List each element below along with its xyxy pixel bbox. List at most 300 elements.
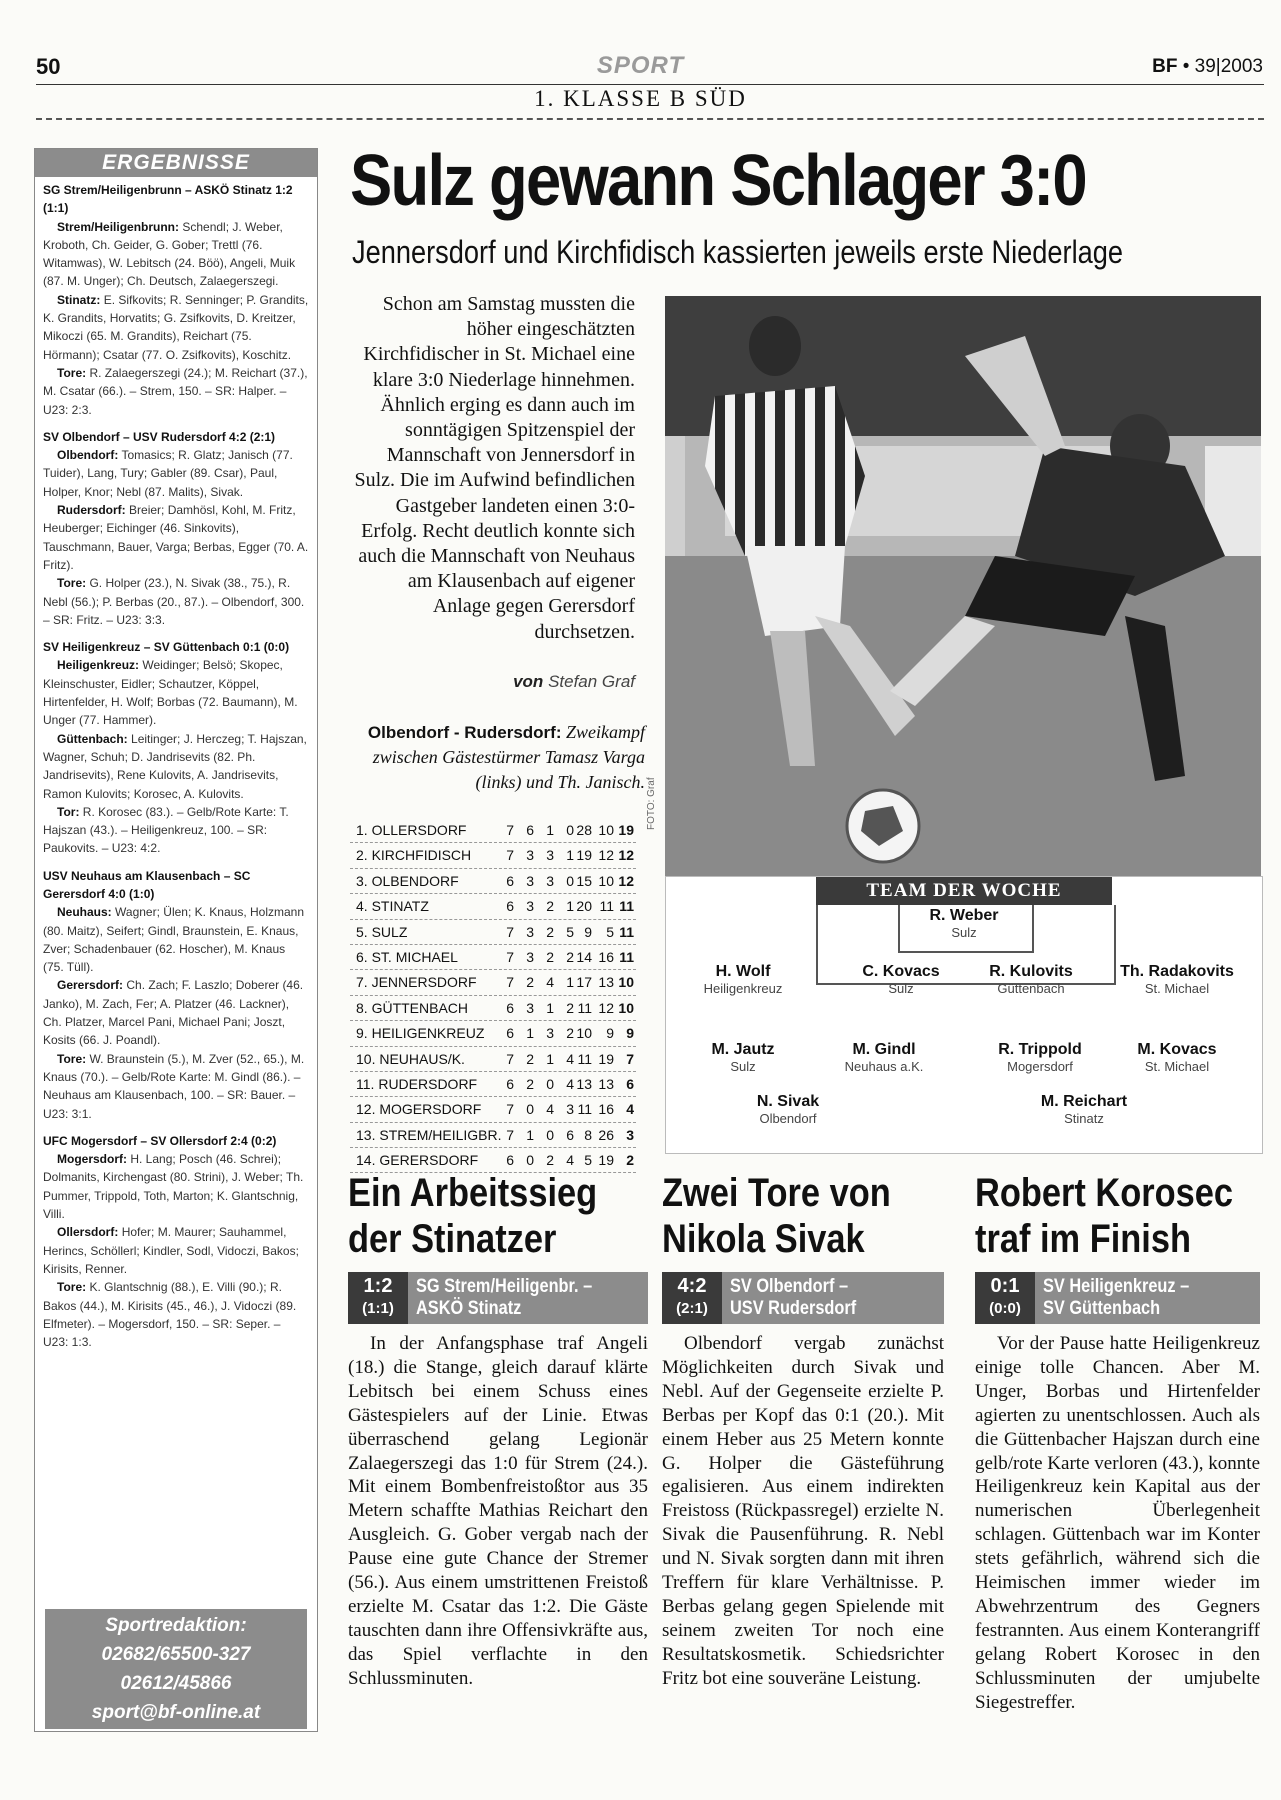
player-club: Stinatz	[1064, 1111, 1104, 1126]
player-club: Sulz	[730, 1059, 756, 1074]
standings-pts: 12	[618, 847, 634, 864]
standings-w: 3	[526, 923, 534, 940]
standings-w: 1	[526, 1025, 534, 1042]
standings-p: 7	[506, 974, 514, 991]
standings-l: 1	[566, 898, 574, 915]
article-headline: Zwei Tore von	[662, 1171, 891, 1215]
standings-l: 5	[566, 923, 574, 940]
match-header: SV Olbendorf – USV Rudersdorf 4:2 (2:1)	[43, 429, 276, 444]
lineup-label: Mogersdorf:	[57, 1152, 127, 1167]
lineup-label: Gerersdorf:	[57, 978, 124, 993]
standings-ga: 19	[598, 1050, 614, 1067]
goals-text: R. Zalaegerszegi (24.); M. Reichart (37.), M. Csatar (66.). – Strem, 150. – SR: Halper. – U23: 2:3.	[43, 365, 308, 417]
match-report	[43, 638, 309, 858]
standings-p: 6	[506, 1152, 514, 1169]
standings-l: 0	[566, 822, 574, 838]
dashed-divider	[36, 118, 1264, 120]
lineup-label: Heiligenkreuz:	[57, 658, 140, 673]
player-name: H. Wolf	[715, 963, 771, 980]
player-club: St. Michael	[1144, 981, 1210, 996]
standings-w: 3	[526, 872, 534, 889]
home-team: SG Strem/Heiligenbr. –	[416, 1276, 593, 1297]
standings-d: 3	[546, 1025, 554, 1042]
player-name: C. Kovacs	[862, 963, 940, 980]
lineup-label: Stinatz:	[57, 292, 101, 307]
standings-ga: 5	[606, 923, 614, 940]
standings-p: 6	[506, 1025, 514, 1042]
standings-position: 14.	[356, 1152, 376, 1169]
lineup-label: Güttenbach:	[57, 731, 128, 746]
standings-row	[350, 970, 636, 995]
player-name: Th. Radakovits	[1120, 963, 1234, 980]
final-score: 4:2	[677, 1275, 707, 1297]
score-bar	[348, 1272, 648, 1324]
standings-w: 2	[526, 1075, 534, 1092]
standings-position: 4.	[356, 898, 368, 915]
standings-w: 3	[526, 948, 534, 965]
player-name: N. Sivak	[756, 1093, 820, 1110]
standings-team	[356, 1047, 465, 1071]
standings-pts: 7	[626, 1050, 634, 1067]
standings-team-name: MOGERSDORF	[379, 1101, 482, 1118]
player-club: Mogersdorf	[1007, 1059, 1073, 1074]
standings-pts: 10	[618, 974, 634, 991]
standings-pts: 4	[626, 1101, 634, 1118]
standings-w: 2	[526, 974, 534, 991]
contact-phone: 02612/45866	[120, 1673, 232, 1694]
standings-position: 9.	[356, 1025, 368, 1042]
standings-pts: 11	[619, 898, 634, 915]
goals	[43, 364, 309, 419]
goals	[43, 803, 309, 858]
standings-ga: 12	[598, 999, 614, 1016]
lineup-text: Ch. Zach; F. Laszlo; Doberer (46. Janko), M. Zach, Fer; A. Platzer (46. Lackner), Ch. Platzer, Marcel Pani, Michael Pani; Joszt, Kosits (66. J. Poandl).	[43, 978, 304, 1048]
issue-number: • 39|2003	[1182, 56, 1263, 77]
score-teams	[1043, 1276, 1189, 1320]
lineup-text: Tomasics; R. Glatz; Janisch (77. Tuider), Lang, Tury; Gabler (89. Csar), Paul, Holper, Knor; Nebl (87. Malits), Sivak.	[43, 448, 293, 499]
standings-gf: 17	[576, 974, 592, 991]
lineup-text: Weidinger; Belsö; Skopec, Kleinschuster, Eidler; Schautzer, Köppel, Hirtenfelder, H. Wolf; Borbas (72. Baumann), M. Unger (77. Hammer).	[43, 658, 298, 728]
player-club: Neuhaus a.K.	[844, 1059, 924, 1074]
final-score: 0:1	[990, 1275, 1020, 1297]
contact-title: Sportredaktion:	[105, 1615, 247, 1636]
goals	[43, 1278, 309, 1351]
score-teams	[730, 1276, 856, 1320]
standings-pts: 9	[626, 1025, 634, 1042]
standings-row	[350, 920, 636, 945]
standings-ga: 13	[598, 1075, 614, 1092]
lineup-label: Olbendorf:	[57, 448, 119, 463]
football-duel-photo	[665, 296, 1261, 876]
goals-text: G. Holper (23.), N. Sivak (38., 75.), R. Nebl (56.); P. Berbas (20., 87.). – Olbendorf, 300. – SR: Fritz. – U23: 3:3.	[43, 576, 305, 627]
player-name: M. Jautz	[711, 1041, 775, 1058]
standings-w: 6	[526, 822, 534, 838]
away-team: USV Rudersdorf	[730, 1298, 857, 1319]
standings-p: 6	[506, 898, 514, 915]
page-number: 50	[36, 54, 61, 79]
standings-p: 6	[506, 872, 514, 889]
standings-team-name: JENNERSDORF	[371, 974, 477, 991]
standings-gf: 28	[576, 822, 592, 838]
goals-label: Tor:	[57, 804, 80, 819]
standings-gf: 9	[584, 923, 592, 940]
article-body: Vor der Pause hatte Heiligenkreuz einige tolle Chancen. Aber M. Unger, Borbas und Hirtenfelder agierten zu unentschlossen. Auch als die Güttenbacher Hajszan durch eine gelb/rote Karte verloren (43.), konnte Heiligenkreuz kein Kapital aus der numerischen Überlegenheit schlagen. Güttenbach war im Konter stets gefährlich, während sich die Heimischen immer wieder im Abwehrzentrum des Gegners festrannten. Aus einem Konterangriff gelang Robert Korosec in den Schlussminuten der umjubelte Siegestreffer.	[975, 1333, 1260, 1713]
match-report	[43, 428, 309, 629]
player-name: M. Gindl	[852, 1041, 916, 1058]
standings-team-name: OLLERSDORF	[371, 822, 467, 838]
standings-ga: 19	[598, 1152, 614, 1169]
standings-w: 3	[526, 898, 534, 915]
standings-row	[350, 843, 636, 868]
match-header: SV Heiligenkreuz – SV Güttenbach 0:1 (0:0)	[43, 640, 290, 655]
standings-w: 3	[526, 999, 534, 1016]
standings-position: 6.	[356, 948, 368, 965]
standings-row	[350, 818, 636, 843]
player-card	[946, 963, 1116, 996]
standings-d: 1	[546, 999, 554, 1016]
standings-ga: 12	[598, 847, 614, 864]
standings-pts: 3	[626, 1126, 634, 1143]
standings-gf: 15	[576, 872, 592, 889]
article-strem-stinatz	[348, 1170, 648, 1691]
standings-team	[356, 970, 477, 994]
standings-p: 6	[506, 999, 514, 1016]
standings-row	[350, 1047, 636, 1072]
match-header: SG Strem/Heiligenbrunn – ASKÖ Stinatz 1:2 (1:1)	[43, 183, 293, 216]
standings-w: 0	[526, 1152, 534, 1169]
goals-label: Tore:	[57, 576, 87, 591]
photo-credit: FOTO: Graf	[646, 777, 657, 830]
lineup-label: Rudersdorf:	[57, 503, 126, 518]
standings-ga: 10	[598, 822, 614, 838]
player-club: St. Michael	[1144, 1059, 1210, 1074]
standings-d: 2	[546, 898, 554, 915]
team-of-week-title: TEAM DER WOCHE	[816, 877, 1112, 905]
standings-w: 2	[526, 1050, 534, 1067]
standings-gf: 11	[577, 1050, 592, 1067]
standings-pts: 2	[626, 1152, 634, 1169]
standings-d: 3	[546, 872, 554, 889]
player-card	[1092, 963, 1262, 996]
standings-d: 4	[546, 974, 554, 991]
lineup	[43, 976, 309, 1049]
caption-title: Olbendorf - Rudersdorf:	[367, 723, 562, 742]
standings-team-name: STINATZ	[371, 898, 429, 915]
standings-position: 5.	[356, 923, 368, 940]
lineup-label: Ollersdorf:	[57, 1225, 119, 1240]
standings-gf: 8	[584, 1126, 592, 1143]
player-name: M. Kovacs	[1137, 1041, 1217, 1058]
lineup	[43, 903, 309, 976]
standings-ga: 13	[598, 974, 614, 991]
standings-team-name: HEILIGENKREUZ	[371, 1025, 485, 1042]
article-body: In der Anfangsphase traf Angeli (18.) die Stange, gleich darauf klärte Lebitsch bei einem Schuss eines Gästespielers auf der Linie. Etwas überraschend gelang Legionär Zalaegerszegi das 1:0 für Strem (24.). Mit einem Bombenfreistoßtor aus 35 Metern schaffte Mathias Reichart den Ausgleich. G. Gober vergab nach der Pause eine gute Chance der Stremer (56.). Aus einem umstrittenen Freistoß erzielte M. Csatar das 1:2. Die Gäste tauschten dann ihre Offensivkräfte aus, das Spiel verflachte in den Schlussminuten.	[348, 1333, 648, 1689]
standings-p: 7	[506, 1101, 514, 1118]
lineup-text: Wagner; Ülen; K. Knaus, Holzmann (80. Maitz), Seifert; Gindl, Braunstein, E. Knaus, Zver; Schadenbauer (62. Hoscher), M. Knaus (75. Tüll).	[43, 905, 305, 975]
player-name: R. Kulovits	[989, 963, 1073, 980]
goals-text: K. Glantschnig (88.), E. Villi (90.); R. Bakos (44.), M. Kirisits (45., 46.), J. Vidoczi (89. Elfmeter). – Mogersdorf, 150. – SR: Seper. – U23: 1:3.	[43, 1280, 297, 1350]
standings-p: 7	[506, 1126, 514, 1143]
standings-w: 3	[526, 847, 534, 864]
lineup-text: E. Sifkovits; R. Senninger; P. Grandits, K. Grandits, Horvatits; G. Zsifkovits, D. Kreitzer, Mikoczi (65. M. Grandits), Reichart (75. Hörmann); Csatar (77. O. Zsifkovits), Koschitz.	[43, 292, 309, 362]
standings-ga: 26	[598, 1126, 614, 1143]
match-report	[43, 181, 309, 419]
main-subheadline: Jennersdorf und Kirchfidisch kassierten jeweils erste Niederlage	[352, 234, 1124, 270]
lineup	[43, 1150, 309, 1223]
standings-position: 11.	[356, 1075, 375, 1092]
standings-l: 4	[566, 1050, 574, 1067]
standings-gf: 5	[584, 1152, 592, 1169]
goals	[43, 574, 309, 629]
standings-row	[350, 1123, 636, 1148]
standings-d: 3	[546, 847, 554, 864]
standings-l: 2	[566, 999, 574, 1016]
standings-gf: 11	[577, 1101, 592, 1118]
player-card	[658, 963, 828, 996]
match-header: USV Neuhaus am Klausenbach – SC Gerersdorf 4:0 (1:0)	[43, 868, 251, 901]
player-card	[799, 1041, 969, 1074]
score-teams	[416, 1276, 592, 1320]
standings-team	[356, 996, 468, 1020]
standings-d: 2	[546, 948, 554, 965]
player-name: M. Reichart	[1040, 1093, 1128, 1110]
lineup	[43, 218, 309, 291]
standings-ga: 16	[598, 948, 614, 965]
standings-gf: 13	[576, 1075, 592, 1092]
lineup	[43, 1223, 309, 1278]
score-box	[975, 1272, 1035, 1324]
article-headline: der Stinatzer	[348, 1217, 557, 1261]
standings-row	[350, 894, 636, 919]
player-name: R. Trippold	[998, 1041, 1082, 1058]
standings-row	[350, 1097, 636, 1122]
player-card	[999, 1093, 1169, 1126]
standings-team-name: KIRCHFIDISCH	[371, 847, 472, 864]
standings-w: 0	[526, 1101, 534, 1118]
article-headline: Nikola Sivak	[662, 1217, 865, 1261]
article-headline: Ein Arbeitssieg	[348, 1171, 598, 1215]
standings-team	[356, 1021, 484, 1045]
final-score: 1:2	[363, 1275, 393, 1297]
standings-team	[356, 894, 429, 918]
standings-position: 3.	[356, 872, 368, 889]
goals-label: Tore:	[57, 1280, 87, 1295]
standings-row	[350, 1072, 636, 1097]
player-card	[1092, 1041, 1262, 1074]
standings-team-name: ST. MICHAEL	[371, 948, 458, 965]
contact-phone: 02682/65500-327	[101, 1644, 251, 1665]
score-bar	[975, 1272, 1260, 1324]
byline	[350, 672, 635, 692]
standings-d: 2	[546, 1152, 554, 1169]
league-title: 1. KLASSE B SÜD	[534, 86, 747, 111]
article-headline: Robert Korosec	[975, 1171, 1234, 1215]
home-team: SV Olbendorf –	[730, 1276, 849, 1297]
article-heiligenkreuz-guettenbach	[975, 1170, 1260, 1715]
standings-row	[350, 945, 636, 970]
standings-l: 2	[566, 948, 574, 965]
standings-team-name: NEUHAUS/K.	[379, 1050, 465, 1067]
goals-label: Tore:	[57, 1051, 87, 1066]
match-header: UFC Mogersdorf – SV Ollersdorf 2:4 (0:2)	[43, 1133, 277, 1148]
player-club: Olbendorf	[759, 1111, 817, 1126]
lineup-label: Strem/Heiligenbrunn:	[57, 219, 180, 234]
standings-p: 7	[506, 1050, 514, 1067]
article-headline: traf im Finish	[975, 1217, 1191, 1261]
standings-ga: 11	[599, 898, 614, 915]
standings-d: 1	[546, 822, 554, 838]
standings-position: 1.	[356, 822, 368, 838]
standings-gf: 11	[577, 999, 592, 1016]
standings-team-name: SULZ	[371, 923, 408, 940]
standings-table	[350, 818, 636, 1173]
standings-l: 1	[566, 974, 574, 991]
results-list	[43, 181, 309, 1360]
standings-d: 0	[546, 1075, 554, 1092]
standings-team-name: GÜTTENBACH	[371, 999, 469, 1016]
lineup	[43, 446, 309, 501]
header-divider	[36, 84, 1264, 85]
standings-p: 7	[506, 948, 514, 965]
standings-position: 12.	[356, 1101, 376, 1118]
player-club: Sulz	[951, 925, 977, 940]
standings-pts: 12	[618, 872, 634, 889]
standings-d: 4	[546, 1101, 554, 1118]
standings-p: 7	[506, 822, 514, 838]
halftime-score: (0:0)	[989, 1300, 1021, 1317]
lineup-label: Neuhaus:	[57, 905, 112, 920]
match-photo	[665, 296, 1261, 876]
standings-team	[356, 920, 407, 944]
standings-l: 0	[566, 872, 574, 889]
goals	[43, 1050, 309, 1123]
standings-team	[356, 843, 471, 867]
goals-text: W. Braunstein (5.), M. Zver (52., 65.), M. Knaus (70.). – Gelb/Rote Karte: M. Gindl (86.). – Neuhaus am Klausenbach, 100. – SR: Bauer. – U23: 3:1.	[43, 1051, 305, 1121]
standings-d: 2	[546, 923, 554, 940]
standings-d: 1	[546, 1050, 554, 1067]
halftime-score: (1:1)	[362, 1300, 394, 1317]
contact-email[interactable]: sport@bf-online.at	[91, 1702, 261, 1723]
standings-team	[356, 1123, 502, 1147]
issue-info	[1152, 56, 1263, 78]
player-club: Güttenbach	[997, 981, 1065, 996]
standings-team	[356, 1072, 477, 1096]
lead-paragraph: Schon am Samstag mussten die höher eingeschätzten Kirchfidischer in St. Michael eine klare 3:0 Niederlage hinnehmen. Ähnlich erging es dann auch im sonntägigen Spitzenspiel der Mannschaft von Jennersdorf in Sulz. Die im Aufwind befindlichen Gastgeber landeten einen 3:0-Erfolg. Recht deutlich konnte sich auch die Mannschaft von Neuhaus am Klausenbach auf eigener Anlage gegen Gerersdorf durchsetzen.	[354, 293, 635, 643]
lineup	[43, 656, 309, 729]
standings-team-name: GERERSDORF	[379, 1152, 479, 1169]
standings-pts: 11	[619, 948, 634, 965]
standings-row	[350, 996, 636, 1021]
standings-ga: 16	[598, 1101, 614, 1118]
away-team: ASKÖ Stinatz	[416, 1298, 522, 1319]
standings-l: 4	[566, 1075, 574, 1092]
player-club: Heiligenkreuz	[703, 981, 783, 996]
results-sidebar	[34, 148, 318, 1732]
player-card	[879, 907, 1049, 940]
contact-box	[45, 1609, 307, 1729]
lineup	[43, 730, 309, 803]
standings-w: 1	[526, 1126, 534, 1143]
player-card	[703, 1093, 873, 1126]
standings-l: 1	[566, 847, 574, 864]
standings-team	[356, 1097, 481, 1121]
standings-l: 3	[566, 1101, 574, 1118]
match-report	[43, 867, 309, 1123]
standings-row	[350, 1021, 636, 1046]
team-of-the-week	[665, 876, 1263, 1154]
byline-prefix: von	[513, 672, 544, 691]
standings-team	[356, 818, 467, 842]
main-headline: Sulz gewann Schlager 3:0	[350, 141, 1086, 221]
score-bar	[662, 1272, 944, 1324]
standings-position: 13.	[356, 1126, 376, 1143]
standings-ga: 9	[606, 1025, 614, 1042]
lineup-text: H. Lang; Posch (46. Schrei); Dolmanits, Kirchengast (80. Strini), J. Weber; Th. Pummer, Trippold, Toth, Marton; K. Glantschnig, Villi.	[43, 1152, 304, 1222]
photo-caption	[350, 720, 645, 795]
away-team: SV Güttenbach	[1043, 1298, 1161, 1319]
article-body: Olbendorf vergab zunächst Möglichkeiten durch Sivak und Nebl. Auf der Gegenseite erzielte P. Berbas per Kopf das 0:1 (20.). Mit einem Heber aus 25 Metern konnte G. Holper die Gästeführung egalisieren. Aus einem indirekten Freistoss (Rückpassregel) erzielte N. Sivak die Pausenführung. R. Nebl und N. Sivak sorgten dann mit ihren Treffern für klare Verhältnisse. P. Berbas gelang gegen Spielende mit seinem zweiten Tor noch eine Resultatskosmetik. Schiedsrichter Fritz bot eine souveräne Leistung.	[662, 1333, 944, 1689]
standings-row	[350, 869, 636, 894]
standings-pts: 11	[619, 923, 634, 940]
standings-pts: 6	[626, 1075, 634, 1092]
article-olbendorf-rudersdorf	[662, 1170, 944, 1691]
halftime-score: (2:1)	[676, 1300, 708, 1317]
goals-text: R. Korosec (83.). – Gelb/Rote Karte: T. Hajszan (43.). – Heiligenkreuz, 100. – SR: Paukovits. – U23: 4:2.	[43, 804, 289, 856]
standings-p: 6	[506, 1075, 514, 1092]
standings-team-name: RUDERSDORF	[378, 1075, 478, 1092]
standings-ga: 10	[598, 872, 614, 889]
standings-position: 2.	[356, 847, 368, 864]
standings-d: 0	[546, 1126, 554, 1143]
byline-author: Stefan Graf	[548, 672, 635, 691]
lineup	[43, 291, 309, 364]
standings-position: 8.	[356, 999, 368, 1016]
standings-team	[356, 945, 458, 969]
lineup-text: Schendl; J. Weber, Kroboth, Ch. Geider, G. Gober; Trettl (76. Witamwas), W. Lebitsch (24. Böö), Angeli, Muik (87. M. Unger); Ch. Deutsch, Zalaegerszegi.	[43, 219, 296, 289]
standings-gf: 14	[576, 948, 592, 965]
standings-l: 6	[566, 1126, 574, 1143]
standings-team-name: OLBENDORF	[371, 872, 459, 889]
standings-gf: 20	[576, 898, 592, 915]
player-name: R. Weber	[929, 907, 999, 924]
standings-team	[356, 869, 459, 893]
lineup-text: Hofer; M. Maurer; Sauhammel, Herincs, Schöllerl; Kindler, Sodl, Vidoczi, Bakos; Kirisits, Renner.	[43, 1225, 299, 1276]
standings-position: 7.	[356, 974, 368, 991]
standings-gf: 10	[576, 1025, 592, 1042]
standings-p: 7	[506, 923, 514, 940]
standings-l: 2	[566, 1025, 574, 1042]
standings-position: 10.	[356, 1050, 376, 1067]
results-title: ERGEBNISSE	[35, 149, 317, 177]
lineup-text: Breier; Damhösl, Kohl, M. Fritz, Heuberger; Eichinger (46. Sinkovits), Tauschmann, Bauer, Varga; Berbas, Egger (70. A. Fritz).	[43, 503, 309, 572]
standings-team	[356, 1148, 478, 1172]
standings-pts: 19	[618, 822, 634, 838]
caption-text: Zweikampf zwischen Gästestürmer Tamasz Varga (links) und Th. Janisch.	[372, 722, 645, 792]
score-box	[662, 1272, 722, 1324]
goals-label: Tore:	[57, 365, 87, 380]
publication-name: BF	[1152, 56, 1178, 77]
standings-team-name: STREM/HEILIGBR.	[379, 1126, 502, 1143]
match-report	[43, 1132, 309, 1352]
player-club: Sulz	[888, 981, 914, 996]
score-box	[348, 1272, 408, 1324]
standings-p: 7	[506, 847, 514, 864]
standings-gf: 19	[576, 847, 592, 864]
standings-l: 4	[566, 1152, 574, 1169]
home-team: SV Heiligenkreuz –	[1043, 1276, 1190, 1297]
section-title: SPORT	[596, 52, 685, 79]
standings-pts: 10	[618, 999, 634, 1016]
